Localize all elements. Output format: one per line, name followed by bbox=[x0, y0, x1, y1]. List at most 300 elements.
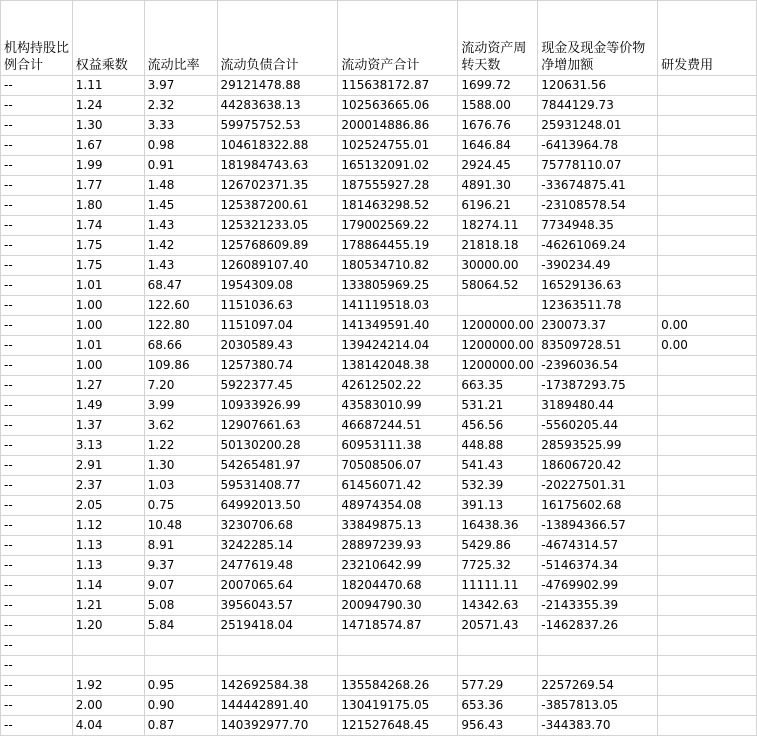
cell-rd-expense[interactable] bbox=[658, 596, 757, 616]
cell-current-liabilities[interactable]: 64992013.50 bbox=[217, 496, 338, 516]
cell-current-liabilities[interactable]: 3956043.57 bbox=[217, 596, 338, 616]
cell-rd-expense[interactable] bbox=[658, 716, 757, 736]
cell-asset-turnover-days[interactable]: 1646.84 bbox=[458, 136, 538, 156]
cell-institutional-holding[interactable]: -- bbox=[1, 676, 73, 696]
cell-current-assets[interactable]: 43583010.99 bbox=[338, 396, 458, 416]
cell-current-assets[interactable]: 115638172.87 bbox=[338, 76, 458, 96]
cell-rd-expense[interactable] bbox=[658, 496, 757, 516]
cell-current-assets[interactable]: 135584268.26 bbox=[338, 676, 458, 696]
cell-asset-turnover-days[interactable]: 30000.00 bbox=[458, 256, 538, 276]
table-row bbox=[1, 456, 757, 476]
cell-current-liabilities[interactable]: 1257380.74 bbox=[217, 356, 338, 376]
cell-institutional-holding[interactable]: -- bbox=[1, 276, 73, 296]
cell-current-liabilities[interactable]: 44283638.13 bbox=[217, 96, 338, 116]
cell-current-ratio[interactable]: 1.22 bbox=[144, 436, 217, 456]
cell-institutional-holding[interactable]: -- bbox=[1, 396, 73, 416]
cell-net-cash-increase[interactable]: 230073.37 bbox=[538, 316, 658, 336]
cell-institutional-holding[interactable]: -- bbox=[1, 296, 73, 316]
cell-equity-multiplier[interactable]: 1.49 bbox=[72, 396, 144, 416]
cell-institutional-holding[interactable]: -- bbox=[1, 96, 73, 116]
cell-current-assets[interactable]: 130419175.05 bbox=[338, 696, 458, 716]
table-row bbox=[1, 316, 757, 336]
cell-net-cash-increase[interactable]: 25931248.01 bbox=[538, 116, 658, 136]
cell-current-ratio[interactable]: 8.91 bbox=[144, 536, 217, 556]
cell-rd-expense[interactable] bbox=[658, 516, 757, 536]
cell-equity-multiplier[interactable] bbox=[72, 656, 144, 676]
cell-current-ratio[interactable] bbox=[144, 656, 217, 676]
cell-asset-turnover-days[interactable]: 456.56 bbox=[458, 416, 538, 436]
cell-current-liabilities[interactable]: 1151097.04 bbox=[217, 316, 338, 336]
cell-current-assets[interactable]: 102524755.01 bbox=[338, 136, 458, 156]
cell-current-ratio[interactable]: 10.48 bbox=[144, 516, 217, 536]
cell-equity-multiplier[interactable]: 2.91 bbox=[72, 456, 144, 476]
cell-current-ratio[interactable]: 3.97 bbox=[144, 76, 217, 96]
cell-current-liabilities[interactable]: 10933926.99 bbox=[217, 396, 338, 416]
cell-current-assets[interactable]: 46687244.51 bbox=[338, 416, 458, 436]
cell-current-liabilities[interactable]: 3230706.68 bbox=[217, 516, 338, 536]
cell-net-cash-increase[interactable]: -4674314.57 bbox=[538, 536, 658, 556]
header-cell-rd-expense[interactable]: 研发费用 bbox=[658, 1, 757, 76]
cell-current-ratio[interactable]: 1.03 bbox=[144, 476, 217, 496]
cell-current-liabilities[interactable]: 1954309.08 bbox=[217, 276, 338, 296]
cell-rd-expense[interactable] bbox=[658, 636, 757, 656]
header-cell-net-cash-increase[interactable]: 现金及现金等价物净增加额 bbox=[538, 1, 658, 76]
cell-institutional-holding[interactable]: -- bbox=[1, 316, 73, 336]
cell-institutional-holding[interactable]: -- bbox=[1, 356, 73, 376]
cell-rd-expense[interactable]: 0.00 bbox=[658, 336, 757, 356]
cell-equity-multiplier[interactable]: 1.99 bbox=[72, 156, 144, 176]
cell-rd-expense[interactable] bbox=[658, 676, 757, 696]
cell-asset-turnover-days[interactable]: 21818.18 bbox=[458, 236, 538, 256]
cell-equity-multiplier[interactable]: 1.00 bbox=[72, 356, 144, 376]
cell-current-ratio[interactable]: 0.75 bbox=[144, 496, 217, 516]
cell-current-assets[interactable]: 141349591.40 bbox=[338, 316, 458, 336]
cell-current-liabilities[interactable] bbox=[217, 656, 338, 676]
cell-current-ratio[interactable]: 7.20 bbox=[144, 376, 217, 396]
cell-equity-multiplier[interactable]: 3.13 bbox=[72, 436, 144, 456]
cell-current-assets[interactable]: 28897239.93 bbox=[338, 536, 458, 556]
cell-rd-expense[interactable] bbox=[658, 356, 757, 376]
table-row bbox=[1, 376, 757, 396]
cell-equity-multiplier[interactable]: 1.12 bbox=[72, 516, 144, 536]
table-row bbox=[1, 236, 757, 256]
cell-rd-expense[interactable] bbox=[658, 456, 757, 476]
cell-current-ratio[interactable]: 122.80 bbox=[144, 316, 217, 336]
cell-asset-turnover-days[interactable] bbox=[458, 656, 538, 676]
cell-current-assets[interactable]: 180534710.82 bbox=[338, 256, 458, 276]
cell-net-cash-increase[interactable]: 75778110.07 bbox=[538, 156, 658, 176]
cell-institutional-holding[interactable]: -- bbox=[1, 216, 73, 236]
cell-current-assets[interactable]: 121527648.45 bbox=[338, 716, 458, 736]
cell-current-assets[interactable]: 60953111.38 bbox=[338, 436, 458, 456]
cell-institutional-holding[interactable]: -- bbox=[1, 616, 73, 636]
table-row bbox=[1, 696, 757, 716]
cell-current-ratio[interactable]: 122.60 bbox=[144, 296, 217, 316]
cell-institutional-holding[interactable]: -- bbox=[1, 156, 73, 176]
cell-equity-multiplier[interactable]: 1.14 bbox=[72, 576, 144, 596]
cell-asset-turnover-days[interactable]: 18274.11 bbox=[458, 216, 538, 236]
cell-current-assets[interactable]: 102563665.06 bbox=[338, 96, 458, 116]
cell-asset-turnover-days[interactable]: 577.29 bbox=[458, 676, 538, 696]
cell-institutional-holding[interactable]: -- bbox=[1, 696, 73, 716]
cell-asset-turnover-days[interactable]: 7725.32 bbox=[458, 556, 538, 576]
cell-equity-multiplier[interactable]: 1.01 bbox=[72, 276, 144, 296]
cell-rd-expense[interactable] bbox=[658, 216, 757, 236]
cell-current-ratio[interactable]: 9.37 bbox=[144, 556, 217, 576]
cell-net-cash-increase[interactable]: 3189480.44 bbox=[538, 396, 658, 416]
cell-equity-multiplier[interactable]: 1.20 bbox=[72, 616, 144, 636]
table-row bbox=[1, 676, 757, 696]
cell-asset-turnover-days[interactable]: 1200000.00 bbox=[458, 336, 538, 356]
cell-current-liabilities[interactable]: 125387200.61 bbox=[217, 196, 338, 216]
cell-net-cash-increase[interactable]: -17387293.75 bbox=[538, 376, 658, 396]
table-row bbox=[1, 516, 757, 536]
cell-net-cash-increase[interactable]: -46261069.24 bbox=[538, 236, 658, 256]
cell-current-ratio[interactable]: 2.32 bbox=[144, 96, 217, 116]
cell-net-cash-increase[interactable] bbox=[538, 636, 658, 656]
cell-equity-multiplier[interactable]: 1.11 bbox=[72, 76, 144, 96]
cell-net-cash-increase[interactable]: 7734948.35 bbox=[538, 216, 658, 236]
cell-equity-multiplier[interactable]: 1.92 bbox=[72, 676, 144, 696]
cell-equity-multiplier[interactable]: 1.13 bbox=[72, 536, 144, 556]
cell-net-cash-increase[interactable]: -4769902.99 bbox=[538, 576, 658, 596]
cell-current-assets[interactable]: 141119518.03 bbox=[338, 296, 458, 316]
cell-rd-expense[interactable] bbox=[658, 576, 757, 596]
cell-current-ratio[interactable]: 5.84 bbox=[144, 616, 217, 636]
cell-net-cash-increase[interactable]: -33674875.41 bbox=[538, 176, 658, 196]
cell-institutional-holding[interactable]: -- bbox=[1, 76, 73, 96]
cell-equity-multiplier[interactable]: 1.30 bbox=[72, 116, 144, 136]
cell-equity-multiplier[interactable]: 1.00 bbox=[72, 316, 144, 336]
cell-current-ratio[interactable]: 5.08 bbox=[144, 596, 217, 616]
cell-net-cash-increase[interactable]: 83509728.51 bbox=[538, 336, 658, 356]
cell-net-cash-increase[interactable]: -5560205.44 bbox=[538, 416, 658, 436]
cell-rd-expense[interactable] bbox=[658, 616, 757, 636]
cell-net-cash-increase[interactable]: 18606720.42 bbox=[538, 456, 658, 476]
cell-current-liabilities[interactable]: 12907661.63 bbox=[217, 416, 338, 436]
cell-asset-turnover-days[interactable]: 1200000.00 bbox=[458, 356, 538, 376]
cell-equity-multiplier[interactable]: 1.00 bbox=[72, 296, 144, 316]
cell-rd-expense[interactable] bbox=[658, 156, 757, 176]
cell-rd-expense[interactable] bbox=[658, 256, 757, 276]
cell-asset-turnover-days[interactable]: 11111.11 bbox=[458, 576, 538, 596]
cell-current-assets[interactable]: 33849875.13 bbox=[338, 516, 458, 536]
cell-rd-expense[interactable] bbox=[658, 696, 757, 716]
cell-asset-turnover-days[interactable]: 663.35 bbox=[458, 376, 538, 396]
cell-rd-expense[interactable] bbox=[658, 76, 757, 96]
cell-current-assets[interactable]: 61456071.42 bbox=[338, 476, 458, 496]
cell-current-liabilities[interactable]: 29121478.88 bbox=[217, 76, 338, 96]
cell-net-cash-increase[interactable]: -6413964.78 bbox=[538, 136, 658, 156]
cell-current-liabilities[interactable]: 126702371.35 bbox=[217, 176, 338, 196]
cell-current-assets[interactable]: 200014886.86 bbox=[338, 116, 458, 136]
table-row bbox=[1, 596, 757, 616]
cell-current-liabilities[interactable]: 140392977.70 bbox=[217, 716, 338, 736]
cell-asset-turnover-days[interactable]: 1676.76 bbox=[458, 116, 538, 136]
cell-equity-multiplier[interactable]: 1.13 bbox=[72, 556, 144, 576]
cell-net-cash-increase[interactable]: -13894366.57 bbox=[538, 516, 658, 536]
cell-current-liabilities[interactable]: 3242285.14 bbox=[217, 536, 338, 556]
cell-current-assets[interactable] bbox=[338, 656, 458, 676]
header-cell-current-liabilities[interactable]: 流动负债合计 bbox=[217, 1, 338, 76]
cell-net-cash-increase[interactable]: 12363511.78 bbox=[538, 296, 658, 316]
cell-current-liabilities[interactable]: 2477619.48 bbox=[217, 556, 338, 576]
cell-rd-expense[interactable] bbox=[658, 396, 757, 416]
cell-current-liabilities[interactable]: 2030589.43 bbox=[217, 336, 338, 356]
header-cell-current-ratio[interactable]: 流动比率 bbox=[144, 1, 217, 76]
cell-current-assets[interactable]: 20094790.30 bbox=[338, 596, 458, 616]
cell-rd-expense[interactable] bbox=[658, 436, 757, 456]
cell-institutional-holding[interactable]: -- bbox=[1, 636, 73, 656]
cell-current-ratio[interactable]: 9.07 bbox=[144, 576, 217, 596]
cell-net-cash-increase[interactable]: 16529136.63 bbox=[538, 276, 658, 296]
cell-equity-multiplier[interactable]: 1.24 bbox=[72, 96, 144, 116]
cell-current-ratio[interactable]: 0.95 bbox=[144, 676, 217, 696]
cell-asset-turnover-days[interactable]: 541.43 bbox=[458, 456, 538, 476]
cell-institutional-holding[interactable]: -- bbox=[1, 656, 73, 676]
table-row bbox=[1, 176, 757, 196]
cell-asset-turnover-days[interactable] bbox=[458, 636, 538, 656]
cell-institutional-holding[interactable]: -- bbox=[1, 336, 73, 356]
cell-institutional-holding[interactable]: -- bbox=[1, 716, 73, 736]
cell-current-assets[interactable]: 187555927.28 bbox=[338, 176, 458, 196]
cell-equity-multiplier[interactable] bbox=[72, 636, 144, 656]
cell-equity-multiplier[interactable]: 1.01 bbox=[72, 336, 144, 356]
cell-current-ratio[interactable]: 0.98 bbox=[144, 136, 217, 156]
cell-current-assets[interactable]: 138142048.38 bbox=[338, 356, 458, 376]
cell-asset-turnover-days[interactable]: 4891.30 bbox=[458, 176, 538, 196]
cell-asset-turnover-days[interactable]: 1588.00 bbox=[458, 96, 538, 116]
header-row bbox=[1, 1, 757, 76]
cell-rd-expense[interactable] bbox=[658, 556, 757, 576]
table-row bbox=[1, 556, 757, 576]
cell-rd-expense[interactable] bbox=[658, 416, 757, 436]
cell-current-ratio[interactable]: 3.62 bbox=[144, 416, 217, 436]
table-row bbox=[1, 76, 757, 96]
table-row bbox=[1, 396, 757, 416]
cell-net-cash-increase[interactable]: -344383.70 bbox=[538, 716, 658, 736]
table-row bbox=[1, 356, 757, 376]
cell-current-liabilities[interactable]: 2519418.04 bbox=[217, 616, 338, 636]
table-row bbox=[1, 276, 757, 296]
cell-current-ratio[interactable]: 0.91 bbox=[144, 156, 217, 176]
cell-institutional-holding[interactable]: -- bbox=[1, 436, 73, 456]
table-row bbox=[1, 616, 757, 636]
cell-current-ratio[interactable]: 1.43 bbox=[144, 256, 217, 276]
cell-current-assets[interactable]: 133805969.25 bbox=[338, 276, 458, 296]
cell-current-ratio[interactable]: 68.66 bbox=[144, 336, 217, 356]
cell-rd-expense[interactable] bbox=[658, 236, 757, 256]
cell-rd-expense[interactable] bbox=[658, 656, 757, 676]
table-row bbox=[1, 116, 757, 136]
cell-asset-turnover-days[interactable]: 653.36 bbox=[458, 696, 538, 716]
cell-institutional-holding[interactable]: -- bbox=[1, 236, 73, 256]
header-cell-current-assets[interactable]: 流动资产合计 bbox=[338, 1, 458, 76]
cell-institutional-holding[interactable]: -- bbox=[1, 476, 73, 496]
cell-current-liabilities[interactable]: 104618322.88 bbox=[217, 136, 338, 156]
cell-current-assets[interactable]: 48974354.08 bbox=[338, 496, 458, 516]
cell-asset-turnover-days[interactable]: 14342.63 bbox=[458, 596, 538, 616]
table-row bbox=[1, 476, 757, 496]
cell-current-ratio[interactable]: 3.99 bbox=[144, 396, 217, 416]
cell-asset-turnover-days[interactable]: 1200000.00 bbox=[458, 316, 538, 336]
cell-asset-turnover-days[interactable]: 448.88 bbox=[458, 436, 538, 456]
cell-current-assets[interactable]: 181463298.52 bbox=[338, 196, 458, 216]
table-row bbox=[1, 296, 757, 316]
cell-current-liabilities[interactable]: 126089107.40 bbox=[217, 256, 338, 276]
cell-equity-multiplier[interactable]: 1.80 bbox=[72, 196, 144, 216]
cell-current-ratio[interactable]: 0.90 bbox=[144, 696, 217, 716]
cell-asset-turnover-days[interactable]: 5429.86 bbox=[458, 536, 538, 556]
table-row bbox=[1, 216, 757, 236]
cell-current-assets[interactable]: 42612502.22 bbox=[338, 376, 458, 396]
cell-asset-turnover-days[interactable]: 58064.52 bbox=[458, 276, 538, 296]
header-cell-institutional-holding[interactable]: 机构持股比例合计 bbox=[1, 1, 73, 76]
cell-institutional-holding[interactable]: -- bbox=[1, 116, 73, 136]
table-row bbox=[1, 96, 757, 116]
cell-institutional-holding[interactable]: -- bbox=[1, 196, 73, 216]
cell-current-ratio[interactable]: 1.45 bbox=[144, 196, 217, 216]
cell-asset-turnover-days[interactable]: 1699.72 bbox=[458, 76, 538, 96]
header-cell-asset-turnover-days[interactable]: 流动资产周转天数 bbox=[458, 1, 538, 76]
cell-current-ratio[interactable]: 1.30 bbox=[144, 456, 217, 476]
cell-current-assets[interactable]: 165132091.02 bbox=[338, 156, 458, 176]
cell-current-liabilities[interactable]: 181984743.63 bbox=[217, 156, 338, 176]
cell-equity-multiplier[interactable]: 1.67 bbox=[72, 136, 144, 156]
cell-net-cash-increase[interactable]: -2143355.39 bbox=[538, 596, 658, 616]
cell-current-liabilities[interactable] bbox=[217, 636, 338, 656]
cell-current-assets[interactable]: 18204470.68 bbox=[338, 576, 458, 596]
cell-current-liabilities[interactable]: 142692584.38 bbox=[217, 676, 338, 696]
cell-institutional-holding[interactable]: -- bbox=[1, 576, 73, 596]
table-body bbox=[1, 76, 757, 736]
cell-current-liabilities[interactable]: 59975752.53 bbox=[217, 116, 338, 136]
cell-net-cash-increase[interactable]: -20227501.31 bbox=[538, 476, 658, 496]
cell-equity-multiplier[interactable]: 1.77 bbox=[72, 176, 144, 196]
table-row bbox=[1, 656, 757, 676]
cell-institutional-holding[interactable]: -- bbox=[1, 516, 73, 536]
cell-rd-expense[interactable] bbox=[658, 136, 757, 156]
cell-asset-turnover-days[interactable] bbox=[458, 296, 538, 316]
cell-current-liabilities[interactable]: 125321233.05 bbox=[217, 216, 338, 236]
cell-rd-expense[interactable]: 0.00 bbox=[658, 316, 757, 336]
cell-institutional-holding[interactable]: -- bbox=[1, 136, 73, 156]
cell-rd-expense[interactable] bbox=[658, 476, 757, 496]
cell-equity-multiplier[interactable]: 1.75 bbox=[72, 256, 144, 276]
cell-rd-expense[interactable] bbox=[658, 296, 757, 316]
cell-net-cash-increase[interactable]: -5146374.34 bbox=[538, 556, 658, 576]
table-row bbox=[1, 636, 757, 656]
cell-current-assets[interactable]: 14718574.87 bbox=[338, 616, 458, 636]
cell-current-assets[interactable]: 179002569.22 bbox=[338, 216, 458, 236]
cell-asset-turnover-days[interactable]: 956.43 bbox=[458, 716, 538, 736]
cell-equity-multiplier[interactable]: 4.04 bbox=[72, 716, 144, 736]
table-row bbox=[1, 196, 757, 216]
cell-net-cash-increase[interactable]: -2396036.54 bbox=[538, 356, 658, 376]
cell-rd-expense[interactable] bbox=[658, 536, 757, 556]
cell-current-ratio[interactable]: 1.48 bbox=[144, 176, 217, 196]
cell-institutional-holding[interactable]: -- bbox=[1, 456, 73, 476]
cell-net-cash-increase[interactable]: -3857813.05 bbox=[538, 696, 658, 716]
cell-current-liabilities[interactable]: 125768609.89 bbox=[217, 236, 338, 256]
cell-current-ratio[interactable]: 1.43 bbox=[144, 216, 217, 236]
cell-equity-multiplier[interactable]: 2.00 bbox=[72, 696, 144, 716]
cell-current-assets[interactable]: 178864455.19 bbox=[338, 236, 458, 256]
cell-asset-turnover-days[interactable]: 531.21 bbox=[458, 396, 538, 416]
cell-asset-turnover-days[interactable]: 6196.21 bbox=[458, 196, 538, 216]
cell-institutional-holding[interactable]: -- bbox=[1, 176, 73, 196]
cell-equity-multiplier[interactable]: 1.74 bbox=[72, 216, 144, 236]
cell-current-ratio[interactable]: 3.33 bbox=[144, 116, 217, 136]
cell-current-ratio[interactable]: 68.47 bbox=[144, 276, 217, 296]
cell-institutional-holding[interactable]: -- bbox=[1, 376, 73, 396]
cell-institutional-holding[interactable]: -- bbox=[1, 496, 73, 516]
cell-institutional-holding[interactable]: -- bbox=[1, 596, 73, 616]
cell-current-assets[interactable]: 23210642.99 bbox=[338, 556, 458, 576]
cell-equity-multiplier[interactable]: 2.05 bbox=[72, 496, 144, 516]
cell-current-assets[interactable]: 139424214.04 bbox=[338, 336, 458, 356]
cell-equity-multiplier[interactable]: 1.75 bbox=[72, 236, 144, 256]
cell-rd-expense[interactable] bbox=[658, 196, 757, 216]
cell-net-cash-increase[interactable]: 28593525.99 bbox=[538, 436, 658, 456]
cell-institutional-holding[interactable]: -- bbox=[1, 256, 73, 276]
cell-asset-turnover-days[interactable]: 391.13 bbox=[458, 496, 538, 516]
cell-institutional-holding[interactable]: -- bbox=[1, 556, 73, 576]
cell-asset-turnover-days[interactable]: 16438.36 bbox=[458, 516, 538, 536]
table-row bbox=[1, 256, 757, 276]
cell-net-cash-increase[interactable]: 2257269.54 bbox=[538, 676, 658, 696]
cell-current-liabilities[interactable]: 50130200.28 bbox=[217, 436, 338, 456]
cell-current-liabilities[interactable]: 54265481.97 bbox=[217, 456, 338, 476]
cell-net-cash-increase[interactable]: -390234.49 bbox=[538, 256, 658, 276]
cell-institutional-holding[interactable]: -- bbox=[1, 536, 73, 556]
cell-rd-expense[interactable] bbox=[658, 376, 757, 396]
cell-current-assets[interactable] bbox=[338, 636, 458, 656]
cell-rd-expense[interactable] bbox=[658, 276, 757, 296]
cell-net-cash-increase[interactable]: -23108578.54 bbox=[538, 196, 658, 216]
cell-equity-multiplier[interactable]: 1.27 bbox=[72, 376, 144, 396]
table-row bbox=[1, 536, 757, 556]
cell-net-cash-increase[interactable]: -1462837.26 bbox=[538, 616, 658, 636]
cell-asset-turnover-days[interactable]: 2924.45 bbox=[458, 156, 538, 176]
cell-equity-multiplier[interactable]: 1.37 bbox=[72, 416, 144, 436]
cell-asset-turnover-days[interactable]: 532.39 bbox=[458, 476, 538, 496]
cell-net-cash-increase[interactable]: 120631.56 bbox=[538, 76, 658, 96]
cell-current-assets[interactable]: 70508506.07 bbox=[338, 456, 458, 476]
cell-current-ratio[interactable]: 0.87 bbox=[144, 716, 217, 736]
cell-rd-expense[interactable] bbox=[658, 176, 757, 196]
cell-net-cash-increase[interactable] bbox=[538, 656, 658, 676]
cell-rd-expense[interactable] bbox=[658, 116, 757, 136]
cell-net-cash-increase[interactable]: 16175602.68 bbox=[538, 496, 658, 516]
cell-asset-turnover-days[interactable]: 20571.43 bbox=[458, 616, 538, 636]
cell-current-liabilities[interactable]: 2007065.64 bbox=[217, 576, 338, 596]
header-cell-equity-multiplier[interactable]: 权益乘数 bbox=[72, 1, 144, 76]
cell-equity-multiplier[interactable]: 2.37 bbox=[72, 476, 144, 496]
cell-institutional-holding[interactable]: -- bbox=[1, 416, 73, 436]
cell-equity-multiplier[interactable]: 1.21 bbox=[72, 596, 144, 616]
cell-current-liabilities[interactable]: 144442891.40 bbox=[217, 696, 338, 716]
cell-rd-expense[interactable] bbox=[658, 96, 757, 116]
cell-current-ratio[interactable] bbox=[144, 636, 217, 656]
cell-current-liabilities[interactable]: 1151036.63 bbox=[217, 296, 338, 316]
table-row bbox=[1, 716, 757, 736]
cell-current-ratio[interactable]: 1.42 bbox=[144, 236, 217, 256]
cell-current-ratio[interactable]: 109.86 bbox=[144, 356, 217, 376]
cell-current-liabilities[interactable]: 5922377.45 bbox=[217, 376, 338, 396]
cell-current-liabilities[interactable]: 59531408.77 bbox=[217, 476, 338, 496]
cell-net-cash-increase[interactable]: 7844129.73 bbox=[538, 96, 658, 116]
